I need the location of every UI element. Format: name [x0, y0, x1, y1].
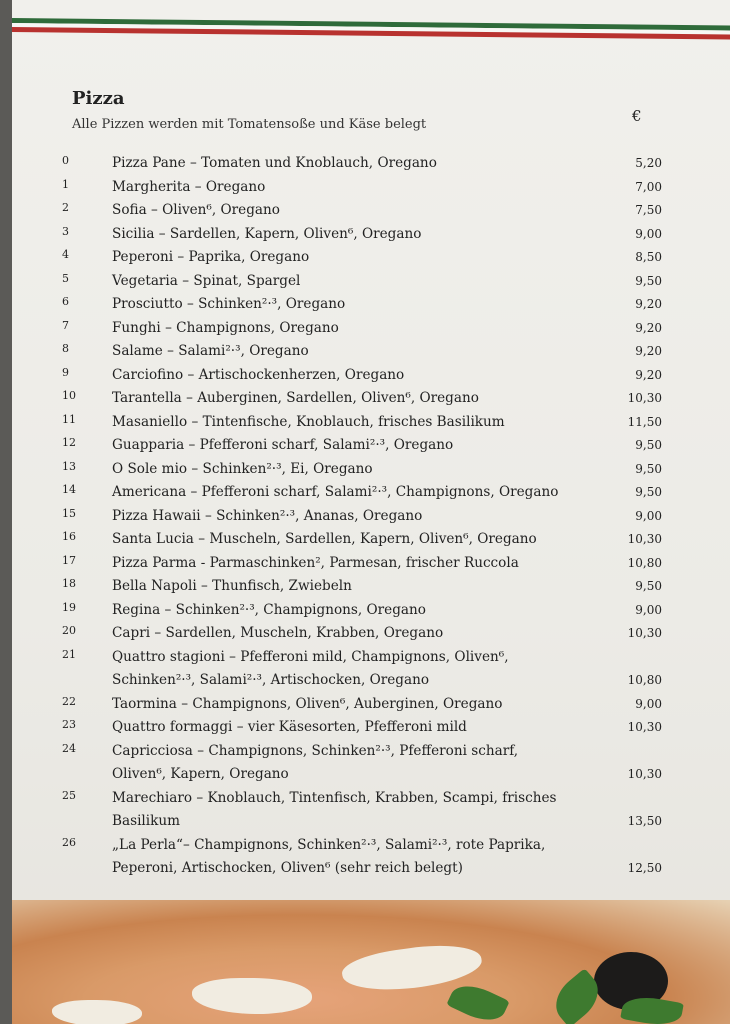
item-number: 14 [62, 483, 76, 496]
item-number: 12 [62, 436, 76, 449]
menu-item [62, 411, 682, 435]
section-title: Pizza [72, 88, 125, 109]
item-price: 10,30 [627, 767, 662, 781]
item-number: 24 [62, 741, 76, 755]
item-description: Peperoni – Paprika, Oregano [112, 249, 310, 265]
cheese-patch [52, 1000, 142, 1024]
item-description: Funghi – Champignons, Oregano [112, 319, 339, 336]
menu-item [62, 740, 682, 787]
item-number: 19 [62, 600, 76, 614]
item-price: 9,20 [635, 344, 662, 358]
item-description: Sicilia – Sardellen, Kapern, Oliven⁶, Oregano [112, 225, 422, 242]
item-price: 10,30 [627, 720, 662, 734]
item-description: Margherita – Oregano [112, 178, 266, 195]
item-description: Americana – Pfefferoni scharf, Salami²·³, Champignons, Oregano [112, 484, 559, 500]
item-description: O Sole mio – Schinken²·³, Ei, Oregano [112, 460, 373, 477]
item-description: Guapparia – Pfefferoni scharf, Salami²·³, Oregano [112, 437, 454, 453]
item-number: 15 [62, 506, 76, 520]
menu-item [62, 364, 682, 388]
item-number: 9 [62, 365, 69, 379]
menu-item [62, 270, 682, 294]
section-subtitle: Alle Pizzen werden mit Tomatensoße und Käse belegt [72, 117, 427, 132]
menu-item [62, 575, 682, 599]
item-description: Vegetaria – Spinat, Spargel [112, 272, 301, 289]
item-description: „La Perla“– Champignons, Schinken²·³, Salami²·³, rote Paprika, Peperoni, Artischocken, Oliven⁶ (sehr reich belegt) [112, 836, 546, 876]
item-number: 10 [62, 389, 76, 402]
item-price: 9,50 [635, 485, 662, 499]
item-number: 26 [62, 835, 76, 849]
menu-item [62, 716, 682, 740]
item-number: 23 [62, 718, 76, 731]
item-price: 10,30 [627, 626, 662, 640]
item-number: 5 [62, 271, 69, 285]
item-number: 25 [62, 788, 76, 802]
item-price: 9,50 [635, 461, 662, 476]
item-description: Santa Lucia – Muscheln, Sardellen, Kapern, Oliven⁶, Oregano [112, 531, 537, 547]
item-description: Quattro stagioni – Pfefferoni mild, Champignons, Oliven⁶, Schinken²·³, Salami²·³, Artischocken, Oregano [112, 648, 509, 688]
item-description: Masaniello – Tintenfische, Knoblauch, frisches Basilikum [112, 413, 505, 430]
basil-leaf [446, 978, 509, 1024]
menu-item [62, 152, 682, 176]
item-description: Prosciutto – Schinken²·³, Oregano [112, 296, 346, 312]
item-number: 13 [62, 459, 76, 473]
menu-item [62, 246, 682, 270]
item-price: 10,30 [627, 532, 662, 546]
item-price: 7,00 [635, 179, 662, 194]
menu-item [62, 199, 682, 223]
item-number: 0 [62, 154, 69, 167]
item-description: Sofia – Oliven⁶, Oregano [112, 202, 280, 218]
item-description: Marechiaro – Knoblauch, Tintenfisch, Krabben, Scampi, frisches Basilikum [112, 789, 557, 829]
item-price: 9,00 [635, 602, 662, 617]
item-description: Taormina – Champignons, Oliven⁶, Auberginen, Oregano [112, 695, 503, 712]
item-description: Tarantella – Auberginen, Sardellen, Oliven⁶, Oregano [112, 390, 479, 406]
item-price: 9,00 [635, 508, 662, 523]
item-number: 16 [62, 530, 76, 543]
item-price: 13,50 [627, 814, 662, 828]
item-price: 9,50 [635, 273, 662, 288]
item-number: 1 [62, 177, 69, 191]
menu-item [62, 693, 682, 717]
menu-item [62, 834, 682, 881]
item-description: Salame – Salami²·³, Oregano [112, 343, 309, 359]
menu-item [62, 387, 682, 411]
item-price: 11,50 [627, 414, 662, 429]
menu-page [12, 0, 730, 1024]
item-description: Regina – Schinken²·³, Champignons, Oregano [112, 601, 426, 618]
menu-item [62, 293, 682, 317]
currency-label: € [632, 107, 642, 125]
item-price: 9,00 [635, 696, 662, 711]
item-number: 3 [62, 224, 69, 238]
item-price: 9,20 [635, 367, 662, 382]
item-description: Carciofino – Artischockenherzen, Oregano [112, 366, 405, 383]
menu-item [62, 340, 682, 364]
menu-item [62, 505, 682, 529]
item-price: 9,50 [635, 438, 662, 452]
item-description: Capri – Sardellen, Muscheln, Krabben, Oregano [112, 625, 444, 641]
item-number: 6 [62, 295, 69, 308]
item-price: 7,50 [635, 203, 662, 217]
item-description: Capricciosa – Champignons, Schinken²·³, Pfefferoni scharf, Oliven⁶, Kapern, Oregano [112, 742, 519, 782]
menu-item [62, 458, 682, 482]
item-price: 9,20 [635, 320, 662, 335]
item-description: Pizza Hawaii – Schinken²·³, Ananas, Oregano [112, 507, 423, 524]
item-description: Pizza Pane – Tomaten und Knoblauch, Oregano [112, 155, 437, 171]
item-price: 9,00 [635, 226, 662, 241]
menu-item [62, 176, 682, 200]
item-description: Bella Napoli – Thunfisch, Zwiebeln [112, 578, 352, 594]
menu-item [62, 528, 682, 552]
item-number: 17 [62, 553, 76, 567]
menu-item [62, 599, 682, 623]
pizza-photo [12, 900, 730, 1024]
item-number: 2 [62, 201, 69, 214]
menu-item [62, 481, 682, 505]
menu-item [62, 622, 682, 646]
item-price: 8,50 [635, 250, 662, 264]
item-number: 22 [62, 694, 76, 708]
menu-item [62, 434, 682, 458]
cheese-patch [192, 978, 312, 1014]
item-number: 20 [62, 624, 76, 637]
item-number: 7 [62, 318, 69, 332]
item-price: 10,30 [627, 391, 662, 405]
item-price: 5,20 [635, 156, 662, 170]
menu-item [62, 223, 682, 247]
item-price: 9,20 [635, 297, 662, 311]
item-number: 8 [62, 342, 69, 355]
item-number: 18 [62, 577, 76, 590]
item-price: 9,50 [635, 579, 662, 593]
menu-item [62, 317, 682, 341]
item-number: 21 [62, 647, 76, 661]
menu-list [62, 152, 682, 881]
item-number: 4 [62, 248, 69, 261]
item-price: 10,80 [627, 673, 662, 687]
item-price: 10,80 [627, 555, 662, 570]
item-description: Quattro formaggi – vier Käsesorten, Pfefferoni mild [112, 719, 467, 735]
menu-item [62, 552, 682, 576]
item-description: Pizza Parma - Parmaschinken², Parmesan, frischer Ruccola [112, 554, 519, 571]
item-number: 11 [62, 412, 76, 426]
item-price: 12,50 [627, 861, 662, 875]
menu-item [62, 646, 682, 693]
menu-item [62, 787, 682, 834]
